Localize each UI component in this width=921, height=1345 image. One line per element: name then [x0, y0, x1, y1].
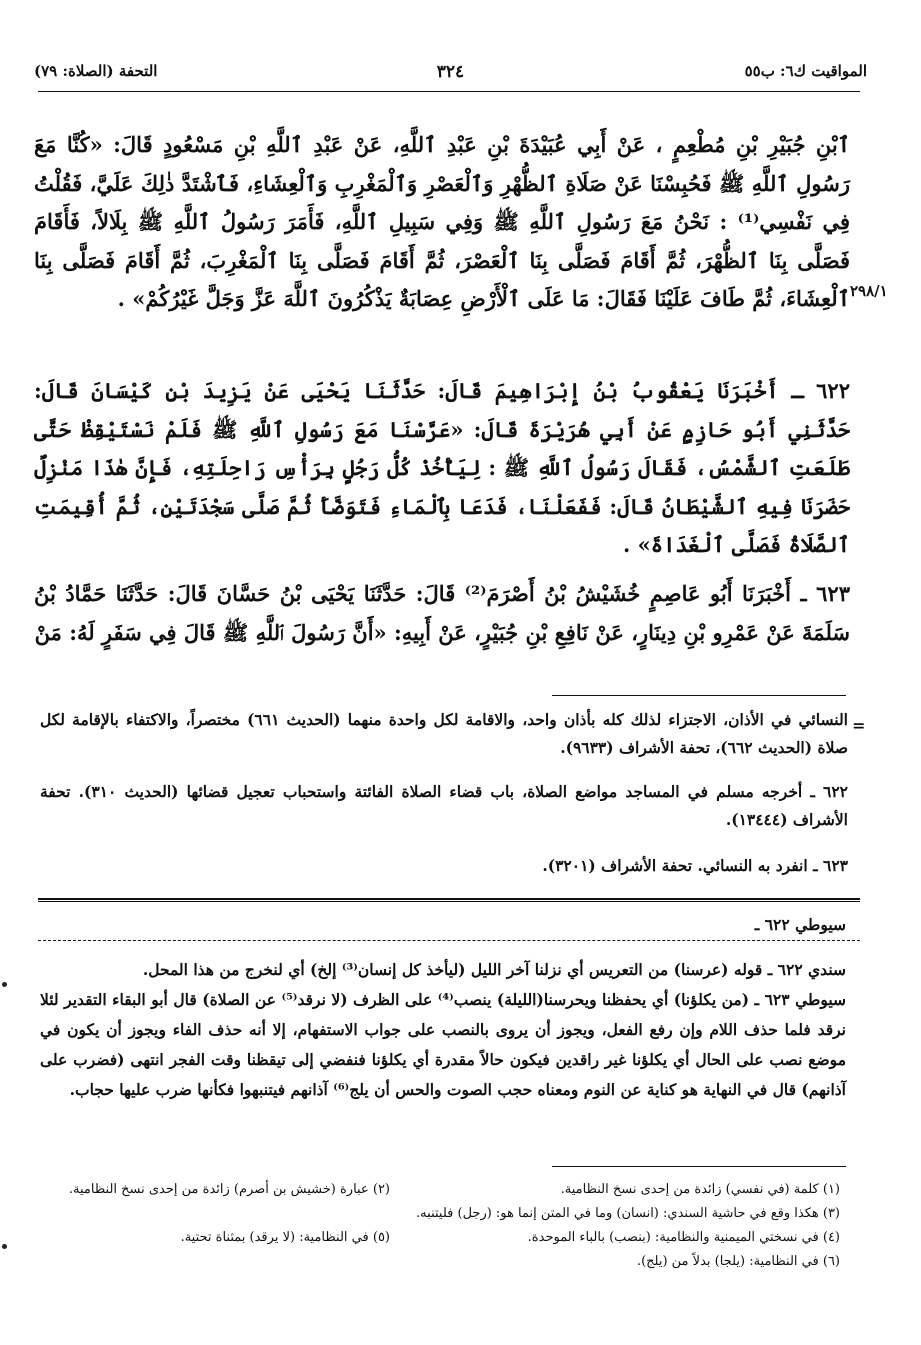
header-rule — [38, 91, 860, 92]
commentary-rule — [38, 898, 860, 900]
page-number: ٣٢٤ — [436, 62, 465, 82]
note-row — [34, 1178, 840, 1202]
commentary-suyuti-622: سيوطي ٦٢٢ ـ — [754, 915, 846, 934]
takhrij-622: ٦٢٢ ـ أخرجه مسلم في المساجد مواضع الصلاة، باب قضاء الصلاة الفائتة واستحباب تعجيل قضائها (الحديث ٣١٠). تحفة الأشراف (١٣٤٤٤). — [40, 782, 848, 829]
note-row — [34, 1226, 840, 1250]
commentary-dashed-rule — [38, 940, 860, 941]
takhrij-separator — [552, 695, 846, 696]
hadith-622: ٦٢٢ ـ أَخْبَرَنَا يَعْقُوبُ بْنُ إِبْرَاهِيمَ قَالَ: حَدَّثَنَا يَحْيَى عَنْ يَزِيدَ بْنِ كَيْسَانَ قَالَ: حَدَّثَنِي أَبُو حَازِمٍ عَنْ أَبِي هُرَيْرَةَ قَالَ: «عَرَّسْنَا مَعَ رَسُولِ ٱللَّهِ ﷺ فَلَمْ نَسْتَيْقِظْ حَتَّى طَلَعَتِ ٱلشَّمْسُ، فَقَالَ رَسُولُ ٱللَّهِ ﷺ : لِيَأْخُذْ كُلُّ رَجُلٍ بِرَأْسِ رَاحِلَتِهِ، فَإِنَّ هٰذَا مَنْزِلٌ حَضَرَنَا فِيهِ ٱلشَّيْطَانُ قَالَ: فَفَعَلْنَا، فَدَعَا بِٱلْمَاءِ فَتَوَضَّأَ ثُمَّ صَلَّى سَجْدَتَيْنِ، ثُمَّ أُقِيمَتِ ٱلصَّلَاةُ فَصَلَّى ٱلْغَدَاةَ» . — [34, 378, 850, 557]
hadith-621-continuation: ٱبْنِ جُبَيْرِ بْنِ مُطْعِمٍ ، عَنْ أَبِي عُبَيْدَةَ بْنِ عَبْدِ ٱللَّهِ، عَنْ عَبْدِ ٱللَّهِ بْنِ مَسْعُودٍ قَالَ: «كُنَّا مَعَ رَسُولِ ٱللَّهِ ﷺ فَحُبِسْنَا عَنْ صَلَاةِ ٱلظُّهْرِ وَٱلْعَصْرِ وَٱلْمَغْرِبِ وَٱلْعِشَاءِ، فَٱشْتَدَّ ذٰلِكَ عَلَيَّ، فَقُلْتُ فِي نَفْسِي⁽¹⁾ : نَحْنُ مَعَ رَسُولِ ٱللَّهِ ﷺ وَفِي سَبِيلِ ٱللَّهِ، فَأَمَرَ رَسُولُ ٱللَّهِ ﷺ بِلَالاً، فَأَقَامَ فَصَلَّى بِنَا ٱلظُّهْرَ، ثُمَّ أَقَامَ فَصَلَّى بِنَا ٱلْعَصْرَ، ثُمَّ أَقَامَ فَصَلَّى بِنَا ٱلْمَغْرِبَ، ثُمَّ أَقَامَ فَصَلَّى بِنَا ٱلْعِشَاءَ، ثُمَّ طَافَ عَلَيْنَا فَقَالَ: مَا عَلَى ٱلْأَرْضِ عِصَابَةٌ يَذْكُرُونَ ٱللَّهَ عَزَّ وَجَلَّ غَيْرُكُمْ» . — [34, 132, 850, 311]
scan-speck — [2, 1244, 7, 1249]
note-row — [34, 1250, 840, 1274]
note-2: (٢) عبارة (خشيش بن أصرم) زائدة من إحدى نسخ النظامية. — [68, 1182, 390, 1197]
header-section-ref: المواقيت ك٦: ب٥٥ — [744, 62, 867, 80]
commentary-rule-inner — [38, 901, 860, 902]
continuation-marker: = — [852, 716, 866, 735]
commentary-sindi-622: سندي ٦٢٢ ـ قوله (عرسنا) من التعريس أي نزلنا آخر الليل (ليأخذ كل إنسان⁽³⁾ إلخ) أي لنخرج من هذا المحل. — [142, 960, 846, 979]
header-tuhfa-ref: التحفة (الصلاة: ٧٩) — [34, 62, 158, 80]
note-6: (٦) في النظامية: (يلجا) بدلاً من (يلج). — [636, 1254, 840, 1269]
note-5: (٥) في النظامية: (لا يرقد) بمثناة تحتية. — [180, 1230, 390, 1245]
scan-speck — [2, 982, 7, 987]
critical-notes — [34, 1178, 840, 1274]
margin-volume-page-note: ٢٩٨/١ — [850, 282, 888, 300]
commentary-suyuti-623: سيوطي ٦٢٣ ـ (من يكلؤنا) أي يحفظنا ويحرسنا(الليلة) ينصب⁽⁴⁾ على الظرف (لا نرقد⁽⁵⁾ عن الصلاة) قال أبو البقاء التقدير لئلا نرقد فلما حذف اللام وإن رفع الفعل، ويجوز أن يروى بالنصب على جواب الاستفهام، إلا أنه حذف الفاء ويجوز أن يكون في موضع نصب على الحال أي يكلؤنا غير راقدين فيكون حالاً مقدرة أي يكلؤنا فنفضي إلى تيقظنا وقت الفجر انتهى (فضرب على آذانهم) قال في النهاية هو كناية عن النوم ومعناه حجب الصوت والحس أن يلج⁽⁶⁾ آذانهم فيتنبهوا فكأنها ضرب عليها حجاب. — [40, 990, 846, 1099]
note-1: (١) كلمة (في نفسي) زائدة من إحدى نسخ النظامية. — [560, 1182, 840, 1197]
running-header — [34, 58, 867, 88]
note-4: (٤) في نسختي الميمنية والنظامية: (بنصب) بالباء الموحدة. — [527, 1230, 840, 1245]
hadith-623: ٦٢٣ ـ أَخْبَرَنَا أَبُو عَاصِمٍ خُشَيْشُ بْنُ أَصْرَمَ⁽²⁾ قَالَ: حَدَّثَنَا يَحْيَى بْنُ حَسَّانَ قَالَ: حَدَّثَنَا حَمَّادُ بْنُ سَلَمَةَ عَنْ عَمْرِو بْنِ دِينَارٍ، عَنْ نَافِعِ بْنِ جُبَيْرٍ، عَنْ أَبِيهِ: «أَنَّ رَسُولَ ٱللَّهِ ﷺ قَالَ فِي سَفَرٍ لَهُ: مَنْ — [34, 581, 850, 645]
takhrij-621: النسائي في الأذان، الاجتزاء لذلك كله بأذان واحد، والاقامة لكل واحدة منهما (الحديث ٦٦١) مختصراً، والاكتفاء بالإقامة لكل صلاة (الحديث ٦٦٢)، تحفة الأشراف (٩٦٣٣). — [40, 710, 848, 757]
note-3: (٣) هكذا وقع في حاشية السندي: (انسان) وما في المتن إنما هو: (رجل) فليتنبه. — [416, 1206, 840, 1221]
notes-separator — [552, 1166, 846, 1167]
takhrij-623: ٦٢٣ ـ انفرد به النسائي. تحفة الأشراف (٣٢٠١). — [542, 856, 848, 875]
note-row — [34, 1202, 840, 1226]
